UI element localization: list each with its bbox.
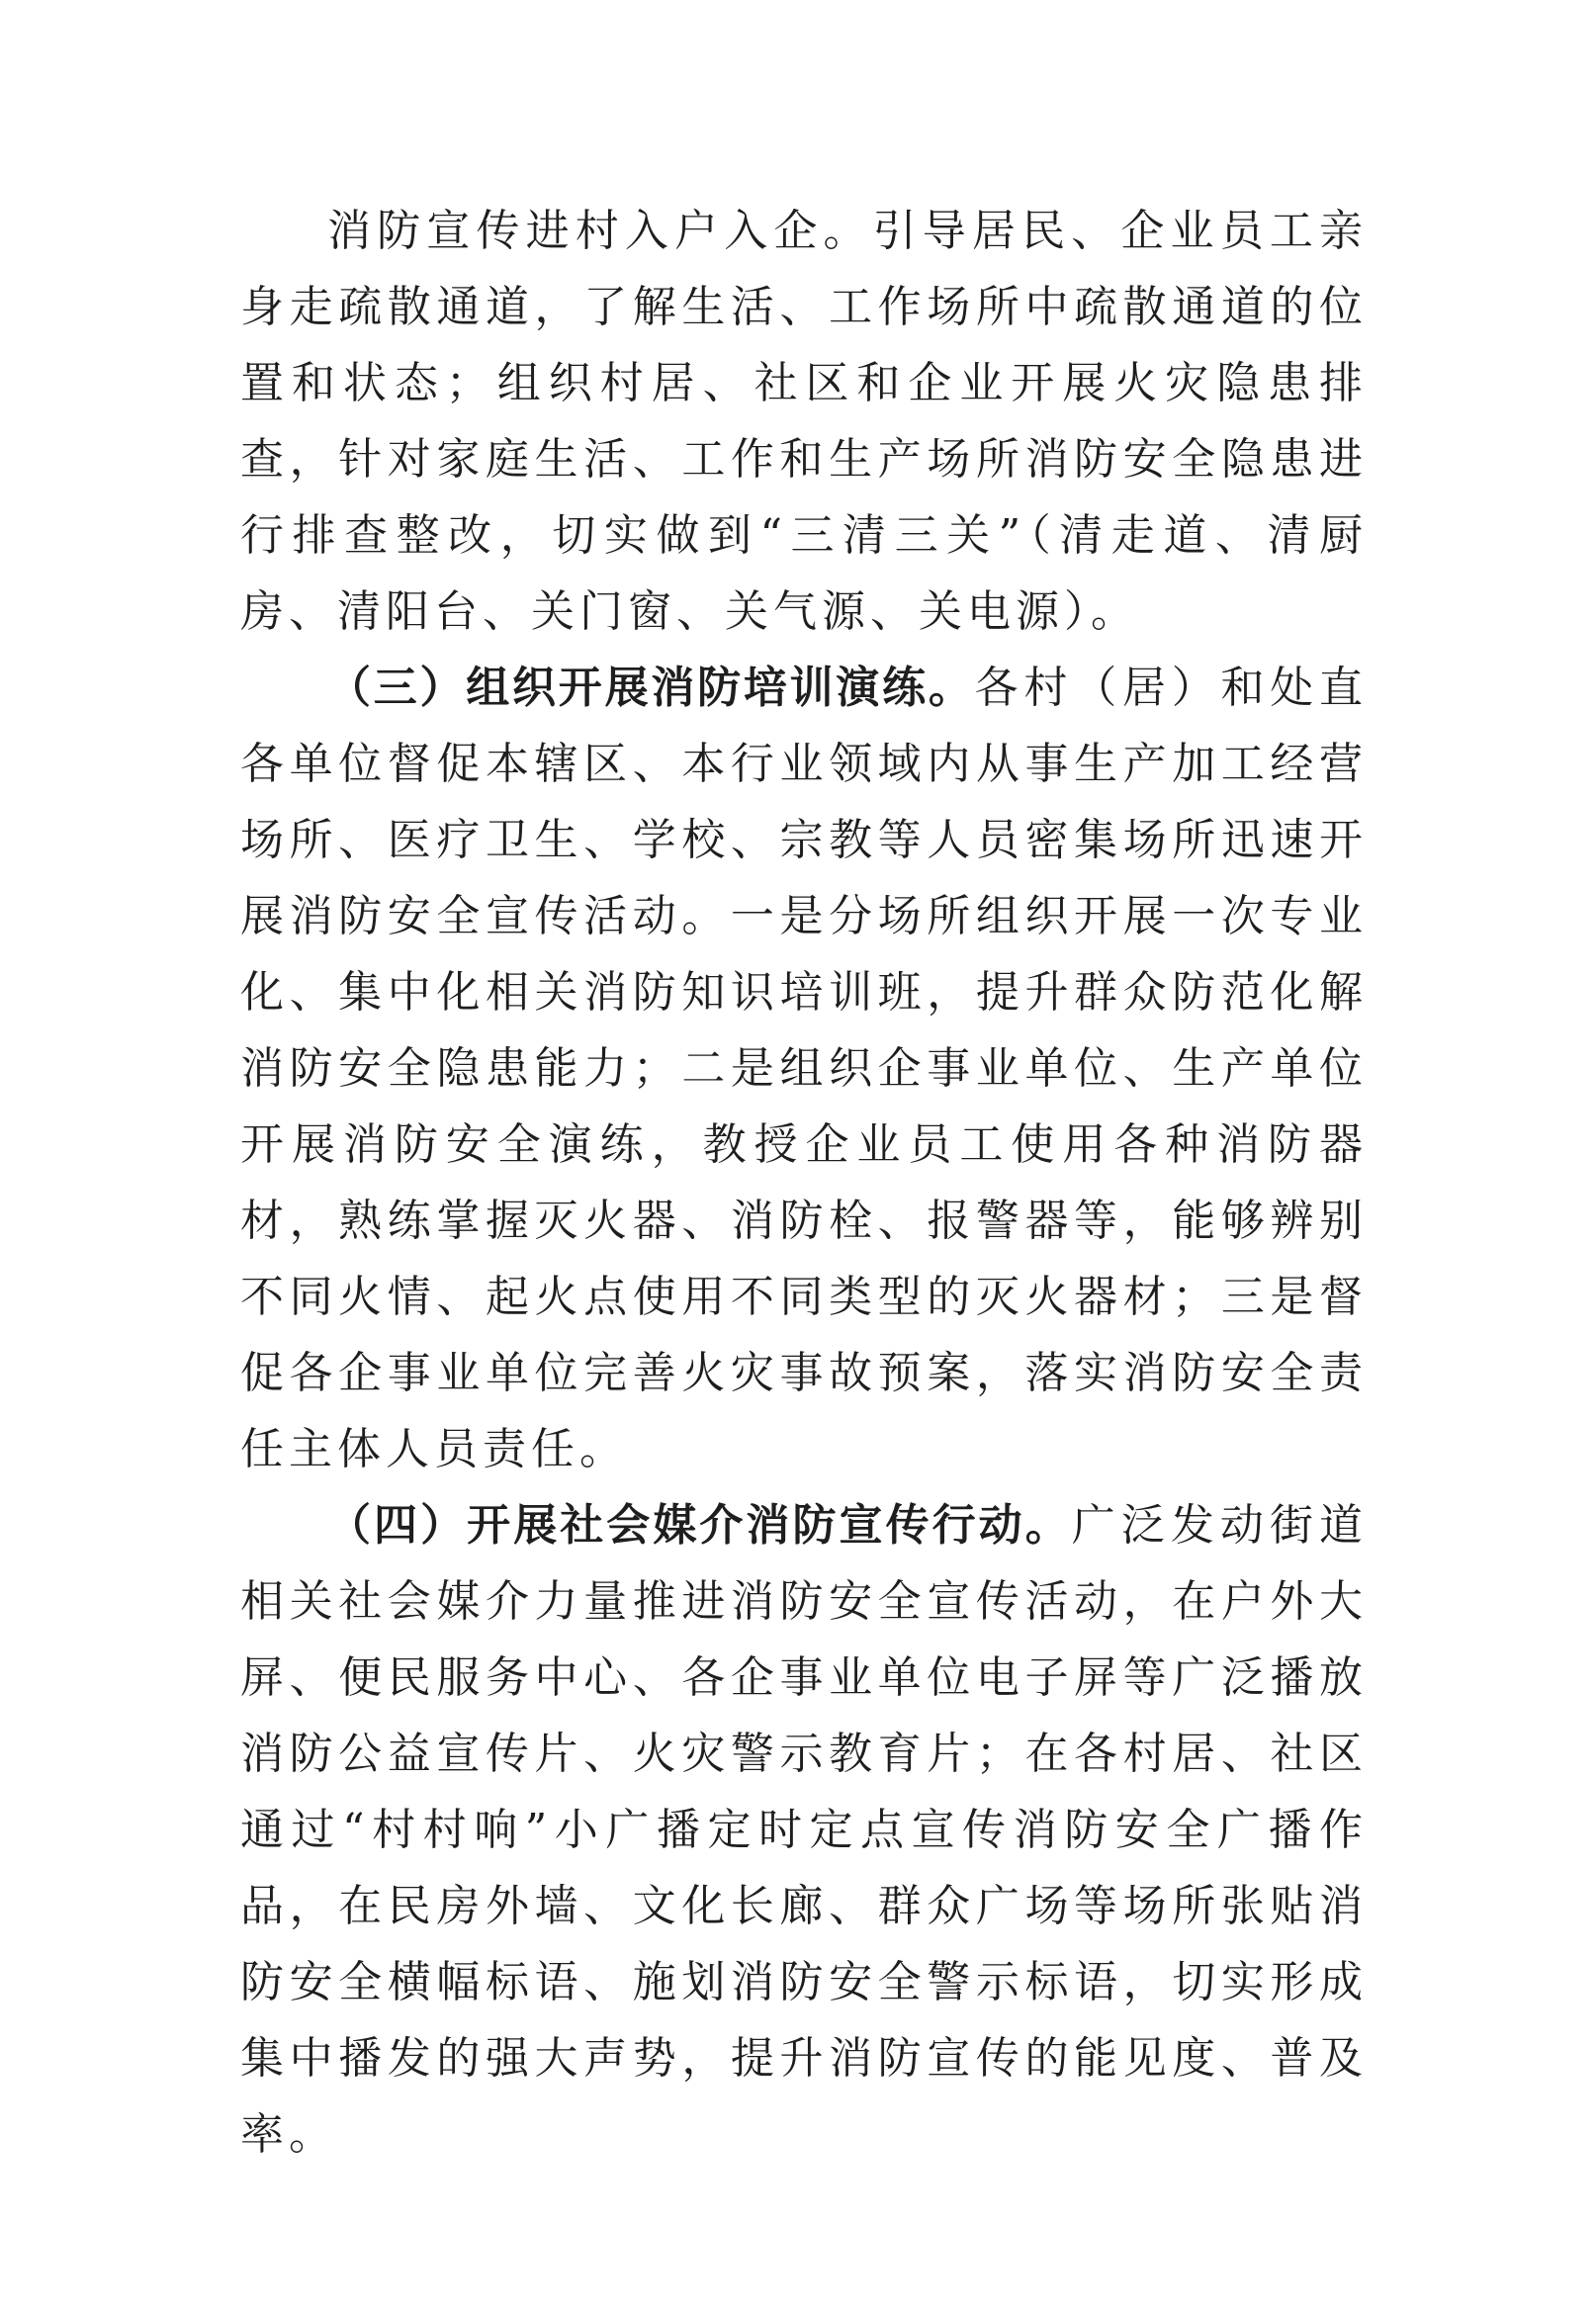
section-heading-3: （三）组织开展消防培训演练。 [327, 663, 975, 713]
paragraph-3-text: 广泛发动街道相关社会媒介力量推进消防安全宣传活动，在户外大屏、便民服务中心、各企事业单位电子屏等广泛播放消防公益宣传片、火灾警示教育片；在各村居、社区通过“村村响”小广播定时定点宣传消防安全广播作品，在民房外墙、文化长廊、群众广场等场所张贴消防安全横幅标语、施划消防安全警示标语，切实形成集中播发的强大声势，提升消防宣传的能见度、普及率。 [240, 1500, 1369, 2160]
section-heading-4: （四）开展社会媒介消防宣传行动。 [327, 1500, 1072, 1551]
document-page [240, 193, 1368, 2173]
paragraph-2-text: 各村（居）和处直各单位督促本辖区、本行业领域内从事生产加工经营场所、医疗卫生、学校、宗教等人员密集场所迅速开展消防安全宣传活动。一是分场所组织开展一次专业化、集中化相关消防知识培训班，提升群众防范化解消防安全隐患能力；二是组织企事业单位、生产单位开展消防安全演练，教授企业员工使用各种消防器材，熟练掌握灭火器、消防栓、报警器等，能够辨别不同火情、起火点使用不同类型的灭火器材；三是督促各企事业单位完善火灾事故预案，落实消防安全责任主体人员责任。 [240, 663, 1369, 1474]
paragraph-1-text: 消防宣传进村入户入企。引导居民、企业员工亲身走疏散通道，了解生活、工作场所中疏散通道的位置和状态；组织村居、社区和企业开展火灾隐患排查，针对家庭生活、工作和生产场所消防安全隐患进行排查整改，切实做到“三清三关”（清走道、清厨房、清阳台、关门窗、关气源、关电源）。 [240, 206, 1368, 637]
paragraph-social-media-publicity [240, 1487, 1368, 2173]
paragraph-fire-training-drills [240, 650, 1368, 1487]
paragraph-publicity-into-villages [240, 193, 1368, 650]
